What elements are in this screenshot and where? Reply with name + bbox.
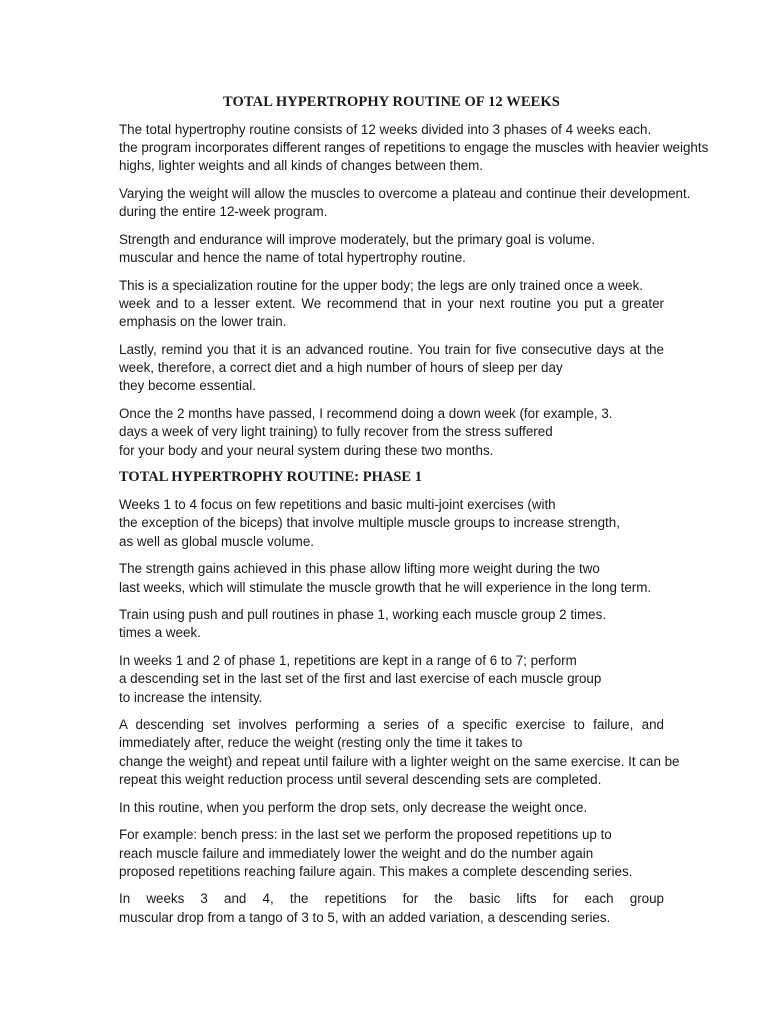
text-line: muscular drop from a tango of 3 to 5, with an added variation, a descending series. [119, 909, 611, 925]
paragraph [119, 121, 709, 176]
text-line: days a week of very light training) to fully recover from the stress suffered [119, 424, 553, 440]
text-line: proposed repetitions reaching failure again. This makes a complete descending series. [119, 863, 633, 879]
text-line: a descending set in the last set of the first and last exercise of each muscle group [119, 671, 602, 687]
text-line: Train using push and pull routines in phase 1, working each muscle group 2 times. [119, 607, 607, 623]
text-line: for your body and your neural system during these two months. [119, 442, 494, 458]
text-line: Strength and endurance will improve moderately, but the primary goal is volume. [119, 232, 596, 248]
text-line: A descending set involves performing a series of a specific exercise to failure, and [119, 717, 664, 733]
text-line: times a week. [119, 625, 201, 641]
text-line: the exception of the biceps) that involve multiple muscle groups to increase strength, [119, 515, 620, 531]
paragraph [119, 890, 664, 926]
text-line: This is a specialization routine for the upper body; the legs are only trained once a week. [119, 277, 644, 293]
section-heading: TOTAL HYPERTROPHY ROUTINE: PHASE 1 [119, 469, 422, 486]
text-line: week, therefore, a correct diet and a high number of hours of sleep per day [119, 360, 563, 376]
text-line: In weeks 3 and 4, the repetitions for the basic lifts for each group [119, 891, 664, 907]
text-line: immediately after, reduce the weight (resting only the time it takes to [119, 735, 523, 751]
text-line: muscular and hence the name of total hypertrophy routine. [119, 250, 466, 266]
paragraph [119, 496, 664, 551]
text-line: The total hypertrophy routine consists of 12 weeks divided into 3 phases of 4 weeks each. [119, 122, 652, 137]
paragraph [119, 652, 664, 707]
text-line: change the weight) and repeat until failure with a lighter weight on the same exercise. It can be [119, 753, 680, 769]
text-line: In this routine, when you perform the drop sets, only decrease the weight once. [119, 799, 588, 815]
paragraph [119, 341, 664, 396]
text-line: reach muscle failure and immediately lower the weight and do the number again [119, 845, 594, 861]
text-line: The strength gains achieved in this phase allow lifting more weight during the two [119, 561, 600, 577]
paragraph [119, 826, 664, 881]
paragraph [119, 185, 691, 221]
text-line: emphasis on the lower train. [119, 314, 287, 330]
paragraph [119, 606, 664, 642]
text-line: For example: bench press: in the last set we perform the proposed repetitions up to [119, 827, 612, 843]
paragraph [119, 716, 680, 789]
text-line: repeat this weight reduction process until several descending sets are completed. [119, 771, 602, 787]
text-line: to increase the intensity. [119, 689, 263, 705]
text-line: Varying the weight will allow the muscles to overcome a plateau and continue their development. [119, 186, 691, 202]
paragraph [119, 799, 664, 817]
text-line: last weeks, which will stimulate the muscle growth that he will experience in the long term. [119, 579, 652, 595]
text-line: In weeks 1 and 2 of phase 1, repetitions are kept in a range of 6 to 7; perform [119, 653, 577, 669]
text-line: week and to a lesser extent. We recommend that in your next routine you put a greater [119, 296, 664, 312]
text-line: Once the 2 months have passed, I recommend doing a down week (for example, 3. [119, 406, 613, 422]
document-title: TOTAL HYPERTROPHY ROUTINE OF 12 WEEKS [223, 94, 560, 110]
text-line: highs, lighter weights and all kinds of changes between them. [119, 158, 483, 174]
text-line: the program incorporates different ranges of repetitions to engage the muscles with heavier weights [119, 140, 709, 156]
paragraph [119, 231, 664, 267]
text-line: during the entire 12-week program. [119, 204, 328, 220]
text-line: Weeks 1 to 4 focus on few repetitions and basic multi-joint exercises (with [119, 497, 556, 513]
paragraph [119, 277, 664, 332]
text-line: Lastly, remind you that it is an advanced routine. You train for five consecutive days at the [119, 342, 664, 358]
paragraph [119, 560, 664, 596]
document-body [119, 94, 709, 936]
text-line: they become essential. [119, 378, 256, 394]
text-line: as well as global muscle volume. [119, 533, 314, 549]
paragraph [119, 405, 664, 460]
